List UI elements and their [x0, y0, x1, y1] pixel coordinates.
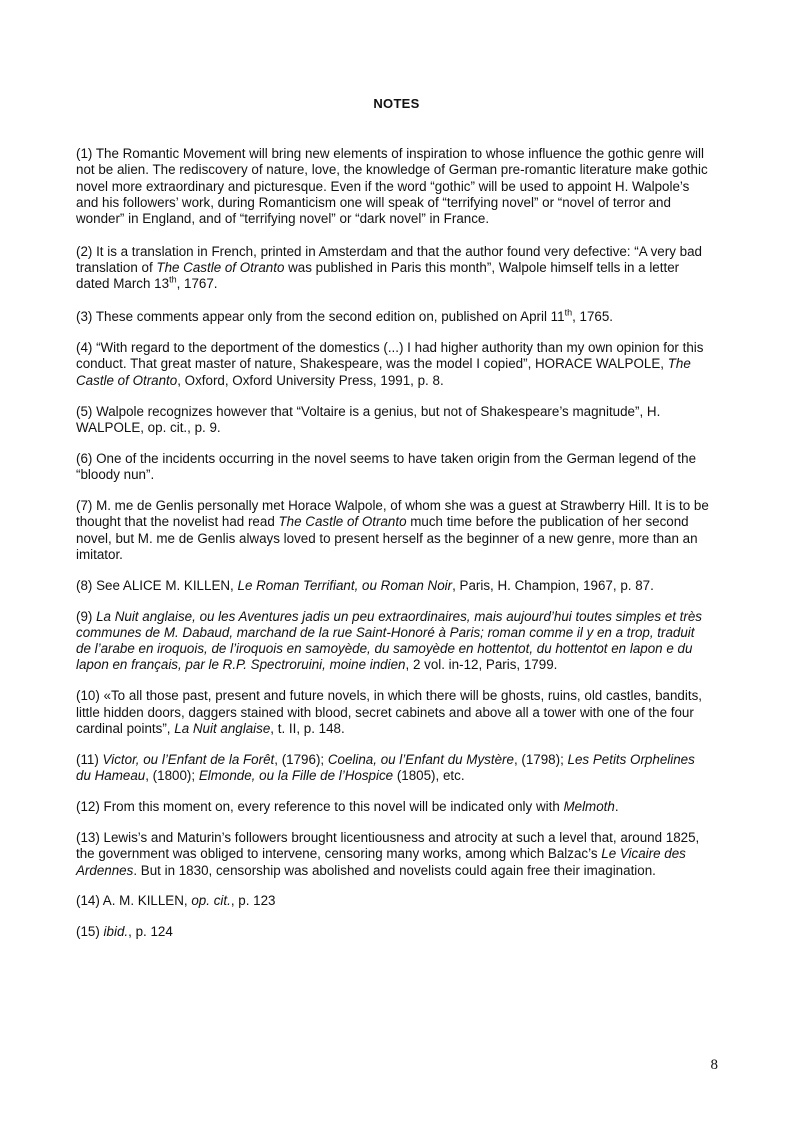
note-text: (15)	[76, 924, 104, 940]
note-text: (2) It is a translation in French, printed in Amsterdam and that the author found very defective: “A very bad translation of	[76, 243, 702, 276]
note-text: (4) “With regard to the deportment of the domestics (...) I had higher authority than my own opinion for this conduct. That great master of nature, Shakespeare, was the model I copied”, HORACE WALPOLE,	[76, 340, 704, 372]
superscript: th	[564, 307, 573, 318]
italic-text: Melmoth	[563, 799, 615, 815]
note-text: (11)	[76, 751, 103, 767]
note-text: (13) Lewis’s and Maturin’s followers brought licentiousness and atrocity at such a level that, around 1825, the government was obliged to intervene, censoring many works, among which Balzac’s	[76, 829, 700, 862]
italic-text: Elmonde, ou la Fille de l’Hospice	[198, 768, 394, 784]
superscript: th	[169, 275, 177, 285]
note-8	[76, 578, 710, 594]
notes-list	[76, 146, 710, 955]
note-text: , (1800);	[145, 768, 199, 784]
page-number: 8	[710, 1057, 718, 1073]
note-text: , 1767.	[176, 276, 218, 292]
note-text: (8) See ALICE M. KILLEN,	[76, 577, 238, 593]
note-13	[76, 830, 710, 879]
note-7	[76, 498, 710, 563]
note-text: (6) One of the incidents occurring in the novel seems to have taken origin from the German legend of the “bloody nun”.	[76, 450, 697, 483]
note-6	[76, 451, 710, 484]
note-9	[76, 609, 710, 674]
note-text: (1) The Romantic Movement will bring new elements of inspiration to whose influence the gothic genre will not be alien. The rediscovery of nature, love, the knowledge of German pre-romantic literature make gothic novel more extraordinary and picturesque. Even if the word “gothic” will be used to appoint H. Walpole’s and his followers’ work, during Romanticism one will speak of “terrifying novel” or “novel of terror and wonder” in England, and of “terrifying novel” or “dark novel” in France.	[76, 146, 708, 227]
note-text: , (1796);	[274, 751, 328, 767]
note-text: .	[614, 799, 619, 815]
note-text: (7) M. me de Genlis personally met Horace Walpole, of whom she was a guest at Strawberry Hill. It is to be thought that the novelist had read	[76, 497, 709, 530]
italic-text: La Nuit anglaise	[174, 720, 271, 736]
note-text: was published in Paris this month”, Walpole himself tells in a letter dated March 13	[76, 260, 680, 292]
note-text: , t. II, p. 148.	[270, 720, 345, 736]
note-text: . But in 1830, censorship was abolished and novelists could again free their imagination.	[133, 862, 656, 878]
note-text: , Paris, H. Champion, 1967, p. 87.	[452, 577, 654, 593]
note-5	[76, 404, 710, 437]
note-4	[76, 340, 710, 389]
note-10	[76, 688, 710, 737]
note-text: , 2 vol. in-12, Paris, 1799.	[405, 657, 558, 673]
note-text: (12) From this moment on, every reference to this novel will be indicated only with	[76, 799, 564, 815]
note-text: , (1798);	[513, 751, 568, 767]
italic-text: La Nuit anglaise, ou les Aventures jadis un peu extraordinaires, mais aujourd’hui toutes simples et très communes de M. Dabaud, marchand de la rue Saint-Honoré à Paris; roman comme il y en a trop, traduit de l’arabe en iroquois, de l’iroquois en samoyède, du samoyède en hottentot, du hottentot en lapon e du lapon en français, par le R.P. Spectroruini, moine indien	[76, 608, 702, 673]
note-text: , 1765.	[572, 309, 614, 325]
note-11	[76, 752, 710, 785]
note-text: much time before the publication of her second novel, but M. me de Genlis always loved to present herself as the beginner of a new genre, more than an imitator.	[76, 514, 698, 562]
italic-text: The Castle of Otranto	[76, 356, 691, 388]
italic-text: Le Vicaire des Ardennes	[76, 846, 686, 878]
note-text: , Oxford, Oxford University Press, 1991, p. 8.	[177, 372, 444, 388]
italic-text: The Castle of Otranto	[278, 514, 407, 530]
note-text: (14) A. M. KILLEN,	[76, 893, 192, 909]
note-12	[76, 799, 710, 815]
note-text: , p. 124	[128, 924, 173, 940]
note-text: , p. 123	[230, 893, 276, 909]
italic-text: ibid.	[103, 924, 129, 940]
italic-text: Les Petits Orphelines du Hameau	[76, 751, 695, 784]
note-text: (10) «To all those past, present and future novels, in which there will be ghosts, ruins, old castles, bandits, little hidden doors, daggers stained with blood, secret cabinets and above all a tower with one of the four cardinal points”,	[76, 688, 702, 736]
note-15	[76, 924, 710, 940]
note-1	[76, 146, 710, 227]
italic-text: op. cit.	[191, 893, 231, 909]
italic-text: Le Roman Terrifiant, ou Roman Noir	[237, 577, 453, 593]
note-14	[76, 893, 710, 909]
note-3	[76, 309, 710, 325]
note-text: (5) Walpole recognizes however that “Voltaire is a genius, but not of Shakespeare’s magnitude”, H. WALPOLE, op. cit., p. 9.	[76, 403, 661, 435]
note-2	[76, 244, 710, 293]
italic-text: The Castle of Otranto	[156, 260, 285, 276]
note-text: (3) These comments appear only from the second edition on, published on April 11	[76, 309, 565, 325]
note-text: (1805), etc.	[393, 768, 465, 784]
page-title: NOTES	[373, 96, 420, 111]
italic-text: Coelina, ou l’Enfant du Mystère	[327, 751, 514, 767]
note-text: (9)	[76, 608, 97, 624]
italic-text: Victor, ou l’Enfant de la Forêt	[102, 751, 275, 767]
